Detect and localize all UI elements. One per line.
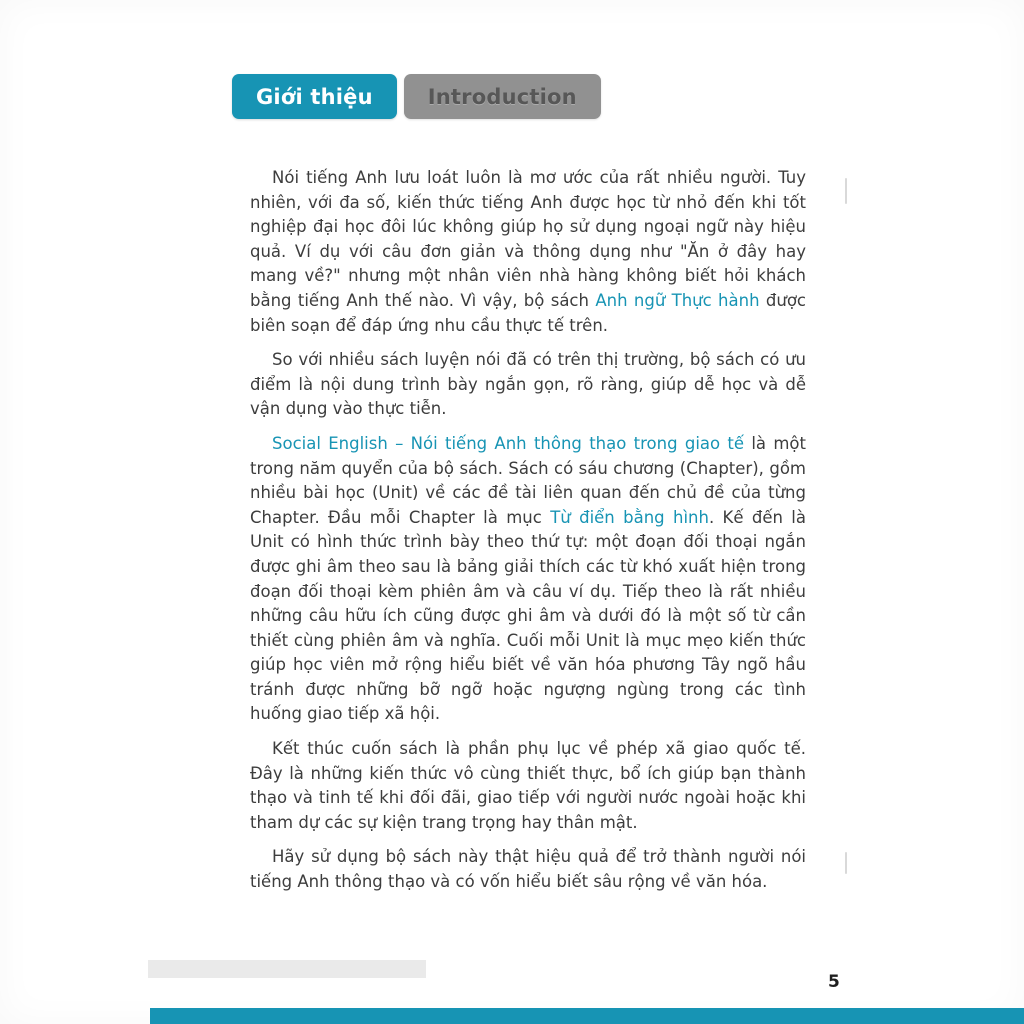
scan-artifact — [845, 852, 847, 874]
body-text: là một trong năm quyển của bộ sách. Sách có sáu chương (Chapter), gồm nhiều bài học (Unit) về các đề tài liên quan đến chủ đề của từng Chapter. Đầu mỗi Chapter là mục — [250, 433, 806, 527]
body-text: Kết thúc cuốn sách là phần phụ lục về phép xã giao quốc tế. Đây là những kiến thức vô cùng thiết thực, bổ ích giúp bạn thành thạo và tinh tế khi đối đãi, giao tiếp với người nước ngoài hoặc khi tham dự các sự kiện trang trọng hay thân mật. — [250, 739, 806, 832]
paragraph — [250, 348, 806, 422]
footer-accent-bar — [150, 1008, 1024, 1024]
paragraphs — [250, 166, 806, 905]
body-text: So với nhiều sách luyện nói đã có trên thị trường, bộ sách có ưu điểm là nội dung trình bày ngắn gọn, rõ ràng, giúp dễ học và dễ vận dụng vào thực tiễn. — [250, 350, 806, 419]
footer-gray-strip — [148, 960, 426, 978]
section-title-vietnamese: Giới thiệu — [232, 74, 397, 119]
accent-text: Anh ngữ Thực hành — [595, 290, 760, 310]
accent-text: Social English – Nói tiếng Anh thông thạo trong giao tế — [272, 433, 745, 453]
paragraph — [250, 432, 806, 727]
section-header — [232, 74, 601, 119]
accent-text: Từ điển bằng hình — [550, 507, 709, 527]
scan-artifact — [845, 178, 847, 204]
body-text: được biên soạn để đáp ứng nhu cầu thực tế trên. — [250, 290, 807, 335]
paragraph — [250, 737, 806, 835]
body-text: Nói tiếng Anh lưu loát luôn là mơ ước của rất nhiều người. Tuy nhiên, với đa số, kiến thức tiếng Anh được học từ nhỏ đến khi tốt nghiệp đại học đôi lúc không giúp họ sử dụng ngoại ngữ này hiệu quả. Ví dụ với câu đơn giản và thông dụng như "Ăn ở đây hay mang về?" nhưng một nhân viên nhà hàng không biết hỏi khách bằng tiếng Anh thế nào. Vì vậy, bộ sách — [250, 168, 806, 310]
body-text: Hãy sử dụng bộ sách này thật hiệu quả để trở thành người nói tiếng Anh thông thạo và có vốn hiểu biết sâu rộng về văn hóa. — [250, 847, 806, 892]
page-number: 5 — [828, 972, 840, 992]
body-text: . Kế đến là Unit có hình thức trình bày theo thứ tự: một đoạn đối thoại ngắn được ghi âm theo sau là bảng giải thích các từ khó xuất hiện trong đoạn đối thoại kèm phiên âm và câu ví dụ. Tiếp theo là rất nhiều những câu hữu ích cũng được ghi âm và dưới đó là một số từ cần thiết cùng phiên âm và nghĩa. Cuối mỗi Unit là mục mẹo kiến thức giúp học viên mở rộng hiểu biết về văn hóa phương Tây ngõ hầu tránh được những bỡ ngỡ hoặc ngượng ngùng trong các tình huống giao tiếp xã hội. — [250, 507, 807, 724]
paragraph — [250, 166, 806, 338]
section-title-english: Introduction — [404, 74, 601, 119]
paragraph — [250, 845, 806, 894]
